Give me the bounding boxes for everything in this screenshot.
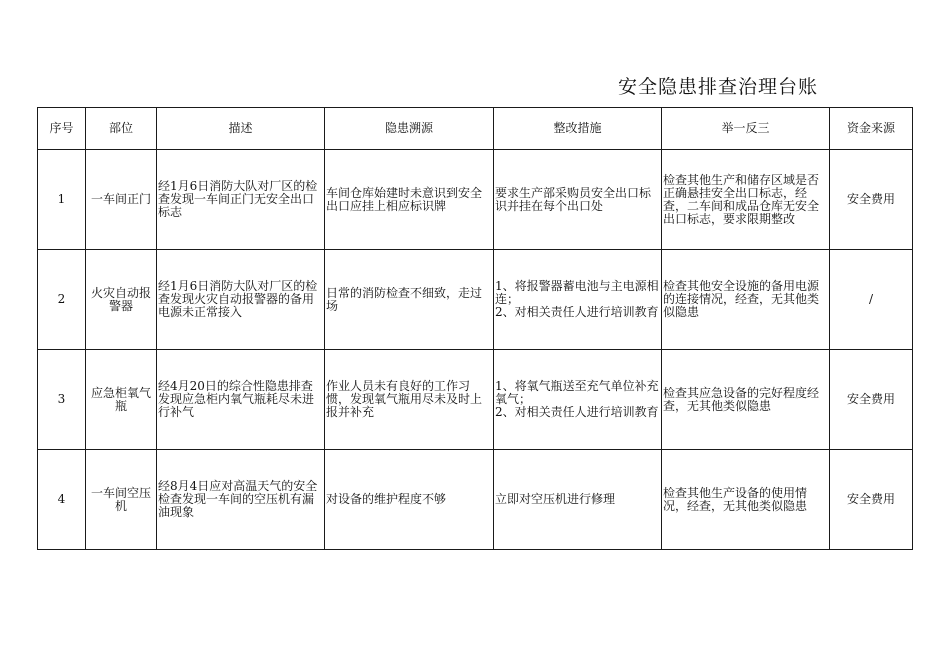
cell-location: 火灾自动报警器 [86, 250, 157, 350]
page-title: 安全隐患排查治理台账 [618, 76, 819, 98]
cell-description: 经8月4日应对高温天气的安全检查发现一车间的空压机有漏油现象 [157, 450, 325, 550]
cell-extend: 检查其他生产设备的使用情况，经查，无其他类似隐患 [662, 450, 830, 550]
table-row [38, 250, 913, 350]
cell-no: 2 [38, 250, 86, 350]
cell-location: 一车间正门 [86, 150, 157, 250]
cell-no: 3 [38, 350, 86, 450]
cell-cause: 作业人员未有良好的工作习惯，发现氧气瓶用尽未及时上报并补充 [325, 350, 494, 450]
cell-measures: 立即对空压机进行修理 [494, 450, 662, 550]
cell-no: 4 [38, 450, 86, 550]
cell-location: 一车间空压机 [86, 450, 157, 550]
table-row [38, 450, 913, 550]
header-extend: 举一反三 [662, 108, 830, 150]
hazard-ledger-table [37, 107, 913, 550]
cell-cause: 车间仓库始建时未意识到安全出口应挂上相应标识牌 [325, 150, 494, 250]
cell-extend: 检查其他安全设施的备用电源的连接情况，经查，无其他类似隐患 [662, 250, 830, 350]
cell-extend: 检查其他生产和储存区域是否正确悬挂安全出口标志，经查，二车间和成品仓库无安全出口标志，要求限期整改 [662, 150, 830, 250]
cell-fund: 安全费用 [830, 350, 913, 450]
header-cause: 隐患溯源 [325, 108, 494, 150]
header-no: 序号 [38, 108, 86, 150]
header-location: 部位 [86, 108, 157, 150]
cell-extend: 检查其应急设备的完好程度经查，无其他类似隐患 [662, 350, 830, 450]
header-row [38, 108, 913, 150]
cell-fund: / [830, 250, 913, 350]
cell-measures: 1、将氧气瓶送至充气单位补充氧气； 2、对相关责任人进行培训教育 [494, 350, 662, 450]
cell-description: 经1月6日消防大队对厂区的检查发现火灾自动报警器的备用电源未正常接入 [157, 250, 325, 350]
cell-measures: 1、将报警器蓄电池与主电源相连； 2、对相关责任人进行培训教育 [494, 250, 662, 350]
cell-fund: 安全费用 [830, 450, 913, 550]
header-description: 描述 [157, 108, 325, 150]
cell-no: 1 [38, 150, 86, 250]
header-measures: 整改措施 [494, 108, 662, 150]
cell-location: 应急柜氧气瓶 [86, 350, 157, 450]
table-row [38, 350, 913, 450]
table-row [38, 150, 913, 250]
cell-description: 经1月6日消防大队对厂区的检查发现一车间正门无安全出口标志 [157, 150, 325, 250]
header-fund: 资金来源 [830, 108, 913, 150]
cell-cause: 日常的消防检查不细致，走过场 [325, 250, 494, 350]
cell-description: 经4月20日的综合性隐患排查发现应急柜内氧气瓶耗尽未进行补气 [157, 350, 325, 450]
cell-measures: 要求生产部采购员安全出口标识并挂在每个出口处 [494, 150, 662, 250]
cell-fund: 安全费用 [830, 150, 913, 250]
cell-cause: 对设备的维护程度不够 [325, 450, 494, 550]
